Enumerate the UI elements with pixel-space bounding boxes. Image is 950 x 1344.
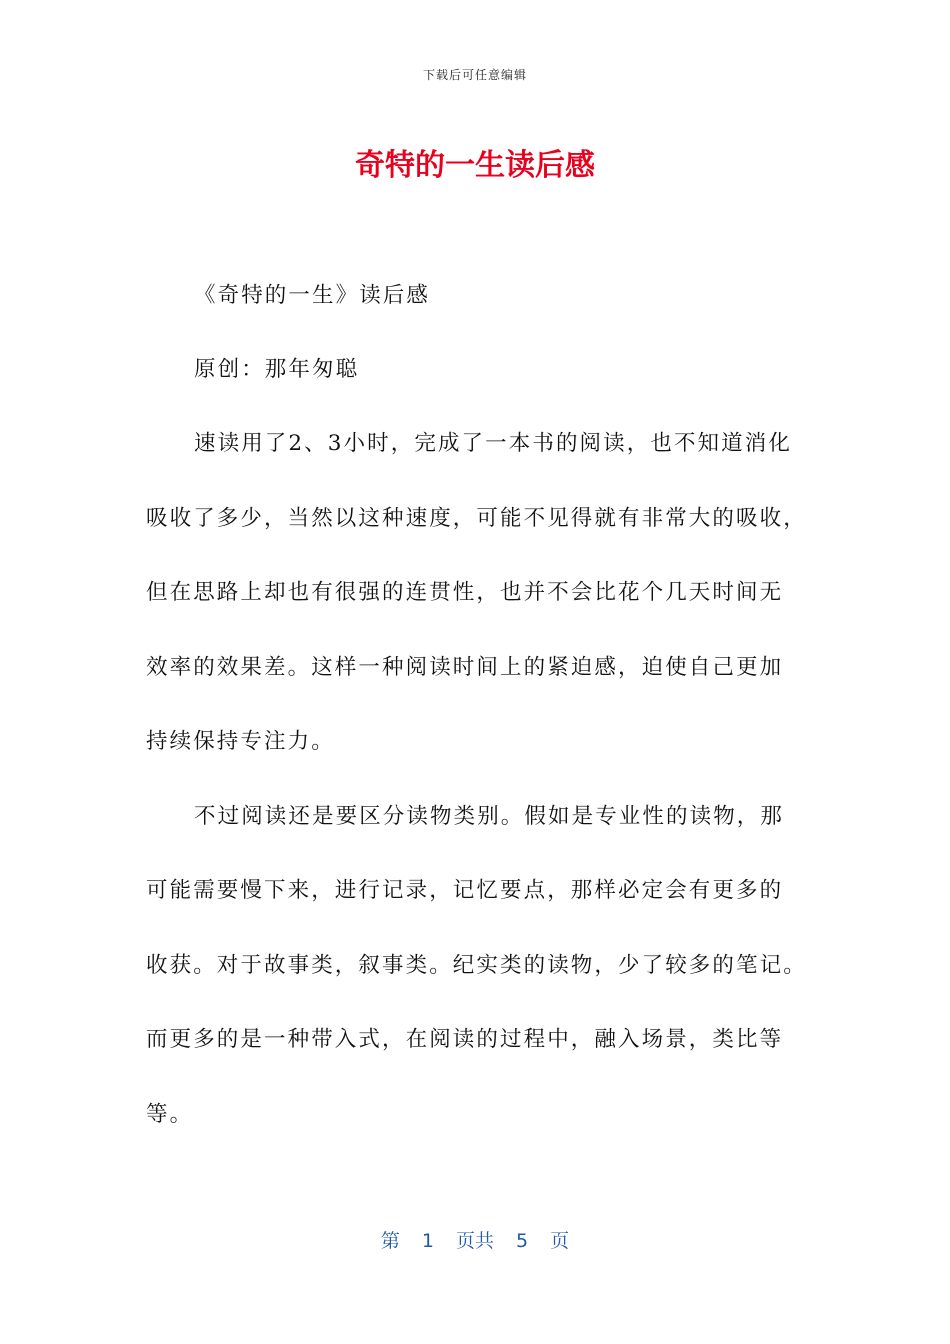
body-line: 但在思路上却也有很强的连贯性，也并不会比花个几天时间无 [146, 580, 784, 605]
body-line: 吸收了多少，当然以这种速度，可能不见得就有非常大的吸收， [146, 506, 807, 531]
body-line: 等。 [146, 1102, 194, 1127]
body-line: 不过阅读还是要区分读物类别。假如是专业性的读物，那 [194, 804, 785, 829]
body-line: 收获。对于故事类，叙事类。纪实类的读物，少了较多的笔记。 [146, 953, 807, 978]
page-prefix: 第 [380, 1230, 400, 1252]
current-page-number: 1 [421, 1230, 434, 1252]
body-line: 而更多的是一种带入式，在阅读的过程中，融入场景，类比等 [146, 1027, 784, 1052]
body-line: 可能需要慢下来，进行记录，记忆要点，那样必定会有更多的 [146, 878, 784, 903]
body-line: 持续保持专注力。 [146, 729, 335, 754]
document-title: 奇特的一生读后感 [355, 148, 595, 183]
body-line: 速读用了2、3小时，完成了一本书的阅读，也不知道消化 [194, 431, 792, 456]
page-suffix: 页 [550, 1230, 570, 1252]
body-line: 原创：那年匆聪 [194, 357, 360, 382]
total-pages-number: 5 [516, 1230, 529, 1252]
body-line: 《奇特的一生》读后感 [194, 283, 431, 308]
page-footer [0, 1226, 950, 1253]
page-mid: 页共 [455, 1230, 494, 1252]
header-note: 下载后可任意编辑 [422, 68, 527, 82]
body-line: 效率的效果差。这样一种阅读时间上的紧迫感，迫使自己更加 [146, 655, 784, 680]
